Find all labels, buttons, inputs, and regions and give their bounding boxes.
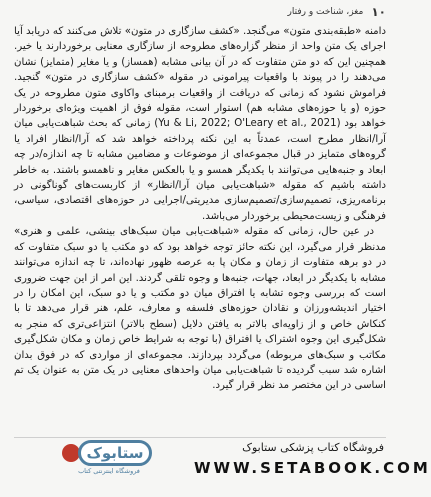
- running-title: مغز، شناخت و رفتار: [287, 7, 364, 17]
- logo-text: ستابوک: [86, 444, 144, 462]
- page-header: [14, 3, 386, 21]
- body-text: [14, 24, 386, 394]
- store-info: [194, 441, 431, 477]
- store-name: فروشگاه کتاب پزشکی ستابوک: [242, 441, 384, 454]
- page-number: ۱۰: [371, 5, 386, 19]
- footer-divider: [14, 437, 386, 438]
- paragraph: دامنه «طبقه‌بندی متون» می‌گنجد. «کشف سازگاری در متون» تلاش می‌کنند که دریابد آیا اجرای یک متن واحد از منظر گزاره‌های مطروحه از سازگاری معنایی برخوردارند یا خیر. همچنین این که دو متن متفاوت که در آن بیانی مشابه (همساز) و یا مغایر (متمایز) نشان می‌دهند را در پیوند با واقعیات پیرامونی در مقوله «کشف سازگاری در متون» گنجید. فراموش نشود که زمانی که دریافت از واقعیات برمبنای واکاوی متون مطروحه در یک حوزه (و یا حوزه‌های مشابه هم) استوار است، مقوله فوق از اهمیت ویژه‌ای برخوردار خواهد بود (Yu & Li, 2022; O'Leary et al., 2021) زمانی که بحث شباهت‌یابی میان آرا/انظار مطرح است، عمدتاً به این نکته پرداخته خواهد شد که آرا/انظار افراد یا گروه‌های متمایز در قبال مجموعه‌ای از موضوعات و مضامین مشابه تا چه اندازه/در چه ابعاد و جنبه‌هایی می‌توانند با یکدیگر همسو و یا بالعکس مغایر و ناهمسو باشند. به خاطر داشته باشیم که مقوله «شباهت‌یابی میان آرا/انظار» از کاربست‌های گوناگونی در برنامه‌ریزی، تصمیم‌سازی/تصمیم‌سازی مدیریتی/اجرایی در حوزه‌های اقتصادی، سیاسی، فرهنگی و زیست‌محیطی برخوردار می‌باشد.: [14, 26, 386, 222]
- logo-subtitle: فروشگاه اینترنتی کتاب: [78, 467, 140, 475]
- logo-wordmark: [78, 440, 152, 466]
- website-link[interactable]: WWW.SETABOOK.COM: [194, 459, 431, 477]
- setabook-logo: [22, 440, 154, 476]
- paragraph: در عین حال، زمانی که مقوله «شباهت‌یابی میان سبک‌های بینشی، علمی و هنری» مدنظر قرار می‌گیرد، این نکته حائز توجه خواهد بود که دو مکتب یا دو سبک متفاوت که در دو برهه متفاوت از زمان و مکان پا به عرصه ظهور نهاده‌اند، تا چه اندازه می‌توانند مشابه با یکدیگر در ابعاد، جهات، جنبه‌ها و وجوه تلقی گردند. این امر از این جهت ضروری است که بررسی وجوه تشابه یا افتراق میان دو مکتب و یا دو سبک، این امکان را در اختیار اندیشه‌ورزان و نقادان حوزه‌های فلسفه و معارف، علم، هنر قرار می‌دهد تا با کنکاش خاص و از زاویه‌ای بالاتر به یافتن دلایل (سطح بالاتر) انتزاعی‌تری که منجر به شکل‌گیری این وجوه اشتراک یا افتراق (با توجه به شرایط خاص زمان و مکان شکل‌گیری مکاتب و سبک‌های مربوطه) می‌گردد بپردازند. مجموعه‌ای از مواردی که در فوق بدان اشاره شد سبب گردیده تا شباهت‌یابی میان واحدهای معنایی در یک متن به عنوان یک تم اساسی در این مختصر مد نظر قرار گیرد.: [14, 226, 386, 392]
